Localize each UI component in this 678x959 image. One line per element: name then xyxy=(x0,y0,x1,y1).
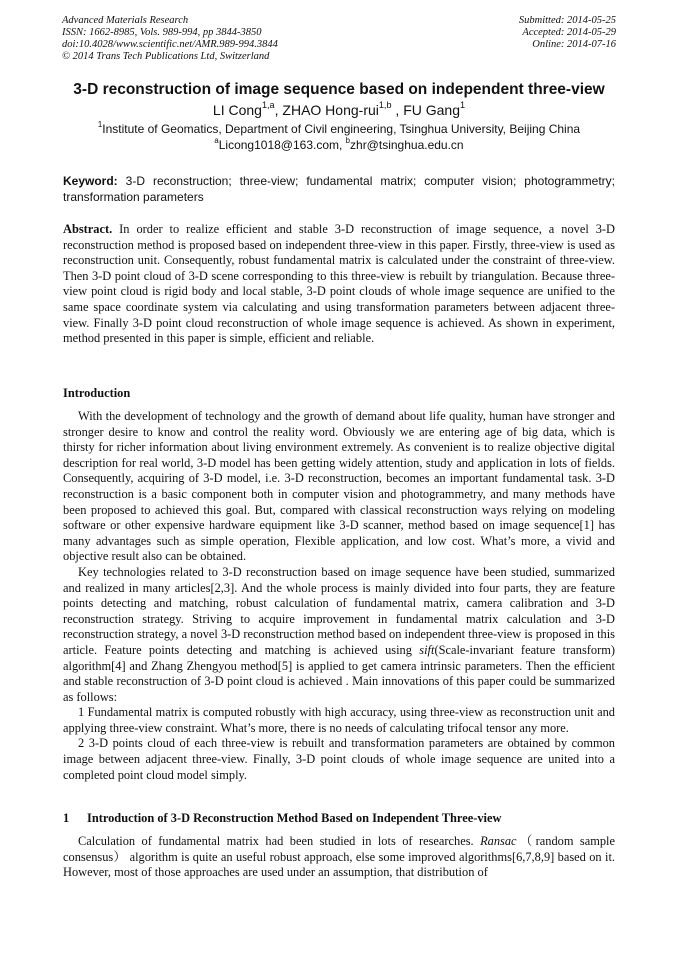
email-mark: b xyxy=(345,136,351,146)
paragraph xyxy=(63,565,615,705)
author-emails xyxy=(40,138,638,153)
section-number: 1 xyxy=(63,811,70,825)
author-name: FU Gang xyxy=(403,102,461,118)
author-name: ZHAO Hong-rui xyxy=(282,102,379,118)
author-affil-mark: 1,b xyxy=(378,100,392,111)
abstract-label: Abstract. xyxy=(63,222,113,236)
section-heading-introduction: Introduction xyxy=(63,386,131,400)
paper-title: 3-D reconstruction of image sequence based on independent three-view xyxy=(73,81,605,98)
online-date: Online: 2014-07-16 xyxy=(532,39,616,50)
doi-line: doi:10.4028/www.scientific.net/AMR.989-994.3844 xyxy=(62,39,278,50)
section-1-body xyxy=(63,834,615,881)
issn-line: ISSN: 1662-8985, Vols. 989-994, pp 3844-3850 xyxy=(62,27,262,38)
author-separator: , xyxy=(391,102,404,118)
keywords-label: Keyword: xyxy=(63,174,118,188)
affiliation xyxy=(40,122,638,137)
paragraph-text: Key technologies related to 3-D reconstruction based on image sequence have been studied, summarized and realized in many articles[2,3]. And the whole process is mainly divided into four parts, they are feature points detecting and matching, robust calculation of fundamental matrix, camera calibration and 3-D reconstruction strategy. Striving to acquire improvement in fundamental matrix calculation and 3-D reconstruction strategy, a novel 3-D reconstruction method based on independent three-view is proposed in this article. Feature points detecting and matching is achieved using xyxy=(63,564,615,657)
paragraph-text: (Scale-invariant feature transform) algorithm[4] and Zhang Zhengyou method[5] is applied to get camera intrinsic parameters. Then the efficient and stable reconstruction of 3-D point cloud is achieved . Main innovations of this paper could be summarized as follows: xyxy=(63,642,615,704)
keywords-text: 3-D reconstruction; three-view; fundamental matrix; computer vision; photogrammetry; transformation parameters xyxy=(63,174,615,204)
paragraph: With the development of technology and the growth of demand about life quality, human have stronger and stronger desire to know and control the reality word. Obviously we are entering age of big data, which is thirsty for richer information about living environment extremely. As convenient is to realize objective digital description for real world, 3-D model has been getting widely attention, study and application in lots of fields. Consequently, acquiring of 3-D model, i.e. 3-D reconstruction, becomes an important fundamental task. 3-D reconstruction is a basic component both in computer vision and photogrammetry, and many methods have been proposed to achieved this goal. But, compared with classical reconstruction ways relying on modeling software or other expensive hardware equipment like 3-D scanner, method based on image sequence[1] has many advantages such as simple operation, Flexible application, and low cost. What’s more, a vivid and objective result also can be obtained. xyxy=(63,409,615,564)
author-name: LI Cong xyxy=(212,102,262,118)
section-heading-1 xyxy=(63,810,501,826)
submitted-date: Submitted: 2014-05-25 xyxy=(518,15,616,26)
email-link[interactable]: zhr@tsinghua.edu.cn xyxy=(350,138,464,152)
author-list xyxy=(40,101,638,119)
introduction-body xyxy=(63,409,615,783)
paragraph: 2 3-D points cloud of each three-view is rebuilt and transformation parameters are obtained by common image between adjacent three-view. Finally, 3-D point clouds of whole image sequence are united into a completed point cloud model simply. xyxy=(63,736,615,782)
paragraph xyxy=(63,834,615,881)
author-separator: , xyxy=(274,102,283,118)
affil-mark: 1 xyxy=(97,120,103,130)
abstract-text: In order to realize efficient and stable 3-D reconstruction of image sequence, a novel 3-D reconstruction method is proposed based on independent three-view in this paper. Firstly, three-view is used as reconstruction unit. Consequently, robust fundamental matrix is calculated under the constraint of three-view. Then 3-D point cloud of 3-D scene corresponding to this three-view is rebuilt by triangulation. Because three-view point cloud is rigid body and local stable, 3-D point clouds of whole image sequence are unified to the same space coordinate system via calculating and using transformation parameters between adjacent three-view. Finally 3-D point cloud reconstruction of whole image sequence is achieved. As shown in experiment, method presented in this paper is simple, efficient and reliable. xyxy=(63,222,615,346)
journal-info xyxy=(62,15,278,63)
emphasis: Ransac xyxy=(480,834,517,848)
email-link[interactable]: Licong1018@163.com, xyxy=(218,138,346,152)
emphasis: sift xyxy=(419,642,435,657)
author-affil-mark: 1,a xyxy=(261,100,275,111)
affiliation-text: Institute of Geomatics, Department of Civil engineering, Tsinghua University, Beijing China xyxy=(102,122,581,136)
journal-name: Advanced Materials Research xyxy=(62,15,189,26)
abstract xyxy=(63,222,615,347)
email-mark: a xyxy=(214,136,219,146)
author-affil-mark: 1 xyxy=(460,100,466,111)
section-title: Introduction of 3-D Reconstruction Method Based on Independent Three-view xyxy=(87,811,502,825)
copyright-line: © 2014 Trans Tech Publications Ltd, Switzerland xyxy=(62,51,270,62)
keywords xyxy=(63,174,615,205)
paragraph: 1 Fundamental matrix is computed robustly with high accuracy, using three-view as reconstruction unit and applying three-view constraint. What’s more, there is no needs of calculating trifocal tensor any more. xyxy=(63,705,615,735)
publication-dates xyxy=(519,15,616,51)
paragraph-text: Calculation of fundamental matrix had been studied in lots of researches. xyxy=(78,834,481,848)
accepted-date: Accepted: 2014-05-29 xyxy=(522,27,616,38)
paragraph-text: （random sample consensus） algorithm is quite an useful robust approach, else some improved algorithms[6,7,8,9] based on it. However, most of those approaches are used under an assumption, that distribution of xyxy=(63,834,615,880)
